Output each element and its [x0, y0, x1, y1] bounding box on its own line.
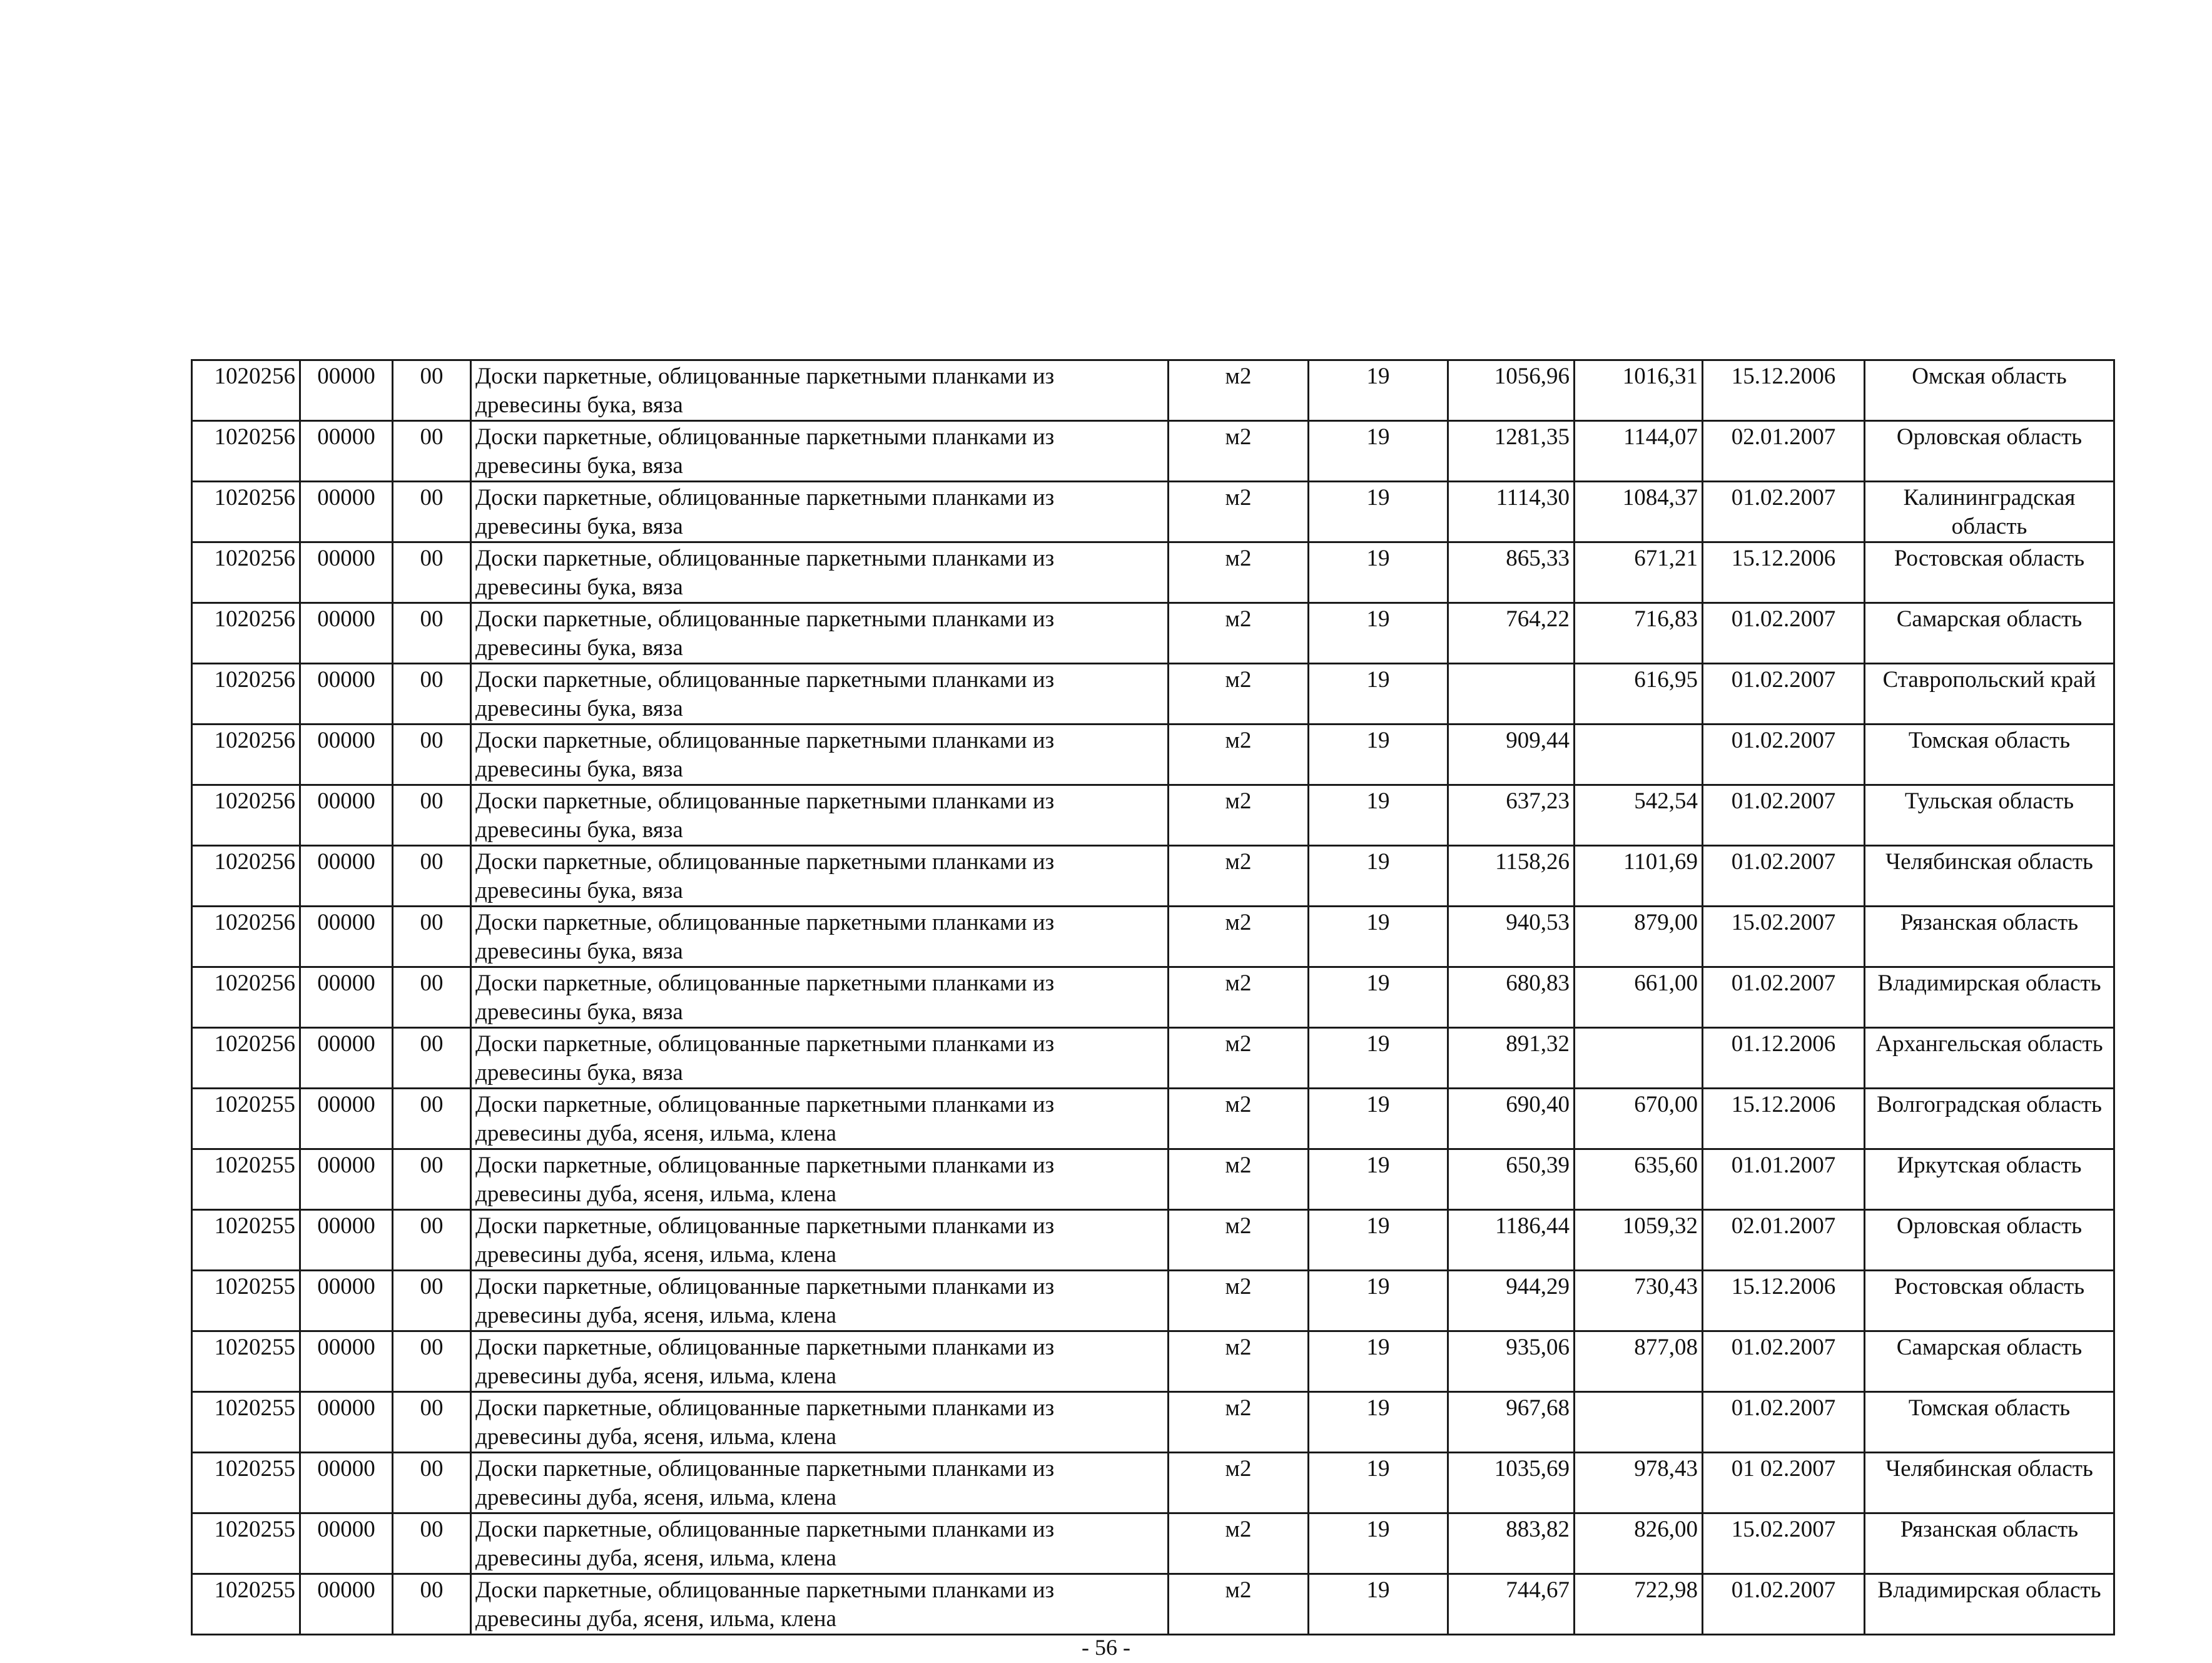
cell-date: 01.02.2007 [1703, 1574, 1865, 1635]
cell-rate: 19 [1309, 967, 1448, 1028]
cell-region: Архангельская область [1865, 1028, 2114, 1089]
cell-region: Волгоградская область [1865, 1089, 2114, 1149]
cell-region: Челябинская область [1865, 1453, 2114, 1513]
cell-subcode: 00000 [300, 1331, 393, 1392]
cell-description: Доски паркетные, облицованные паркетными планками из древесины дуба, ясеня, ильма, клена [471, 1210, 1169, 1271]
cell-subcode: 00000 [300, 1028, 393, 1089]
table-row [192, 725, 2114, 785]
table-row [192, 1331, 2114, 1392]
cell-date: 01.02.2007 [1703, 725, 1865, 785]
cell-extension: 00 [393, 967, 471, 1028]
cell-price-2: 1059,32 [1575, 1210, 1703, 1271]
cell-rate: 19 [1309, 1513, 1448, 1574]
cell-price-2: 826,00 [1575, 1513, 1703, 1574]
cell-unit: м2 [1169, 1392, 1309, 1453]
cell-unit: м2 [1169, 542, 1309, 603]
cell-subcode: 00000 [300, 1513, 393, 1574]
cell-price-2: 877,08 [1575, 1331, 1703, 1392]
cell-code: 1020256 [192, 846, 300, 907]
cell-description: Доски паркетные, облицованные паркетными планками из древесины бука, вяза [471, 603, 1169, 664]
cell-price-2 [1575, 1028, 1703, 1089]
cell-extension: 00 [393, 846, 471, 907]
cell-subcode: 00000 [300, 1089, 393, 1149]
cell-date: 02.01.2007 [1703, 1210, 1865, 1271]
cell-code: 1020256 [192, 725, 300, 785]
cell-price-2: 1016,31 [1575, 360, 1703, 421]
page-number: - 56 - [1082, 1635, 1130, 1660]
cell-unit: м2 [1169, 421, 1309, 482]
cell-price-1: 744,67 [1448, 1574, 1575, 1635]
table-row [192, 846, 2114, 907]
cell-unit: м2 [1169, 482, 1309, 542]
cell-region: Рязанская область [1865, 1513, 2114, 1574]
cell-price-1: 764,22 [1448, 603, 1575, 664]
cell-code: 1020255 [192, 1210, 300, 1271]
cell-price-1: 940,53 [1448, 907, 1575, 967]
cell-region: Владимирская область [1865, 967, 2114, 1028]
cell-price-1: 1114,30 [1448, 482, 1575, 542]
cell-extension: 00 [393, 1331, 471, 1392]
cell-price-1: 891,32 [1448, 1028, 1575, 1089]
cell-unit: м2 [1169, 1453, 1309, 1513]
cell-unit: м2 [1169, 664, 1309, 725]
cell-subcode: 00000 [300, 664, 393, 725]
cell-price-2: 661,00 [1575, 967, 1703, 1028]
cell-unit: м2 [1169, 1331, 1309, 1392]
cell-region: Орловская область [1865, 1210, 2114, 1271]
cell-subcode: 00000 [300, 725, 393, 785]
cell-subcode: 00000 [300, 1210, 393, 1271]
cell-date: 02.01.2007 [1703, 421, 1865, 482]
cell-region: Тульская область [1865, 785, 2114, 846]
cell-description: Доски паркетные, облицованные паркетными планками из древесины бука, вяза [471, 785, 1169, 846]
cell-rate: 19 [1309, 1271, 1448, 1331]
cell-date: 01 02.2007 [1703, 1453, 1865, 1513]
cell-unit: м2 [1169, 1089, 1309, 1149]
cell-code: 1020256 [192, 603, 300, 664]
cell-description: Доски паркетные, облицованные паркетными планками из древесины бука, вяза [471, 1028, 1169, 1089]
cell-date: 01.02.2007 [1703, 664, 1865, 725]
cell-price-1: 690,40 [1448, 1089, 1575, 1149]
cell-subcode: 00000 [300, 1149, 393, 1210]
cell-date: 01.02.2007 [1703, 846, 1865, 907]
table-row [192, 482, 2114, 542]
cell-region: Томская область [1865, 1392, 2114, 1453]
cell-subcode: 00000 [300, 603, 393, 664]
cell-description: Доски паркетные, облицованные паркетными планками из древесины дуба, ясеня, ильма, клена [471, 1089, 1169, 1149]
cell-extension: 00 [393, 421, 471, 482]
cell-region: Омская область [1865, 360, 2114, 421]
cell-date: 15.02.2007 [1703, 907, 1865, 967]
cell-extension: 00 [393, 542, 471, 603]
cell-rate: 19 [1309, 1574, 1448, 1635]
cell-extension: 00 [393, 1210, 471, 1271]
cell-unit: м2 [1169, 907, 1309, 967]
price-table [191, 359, 2115, 1635]
cell-price-2: 671,21 [1575, 542, 1703, 603]
cell-subcode: 00000 [300, 1392, 393, 1453]
cell-subcode: 00000 [300, 1574, 393, 1635]
cell-unit: м2 [1169, 1149, 1309, 1210]
cell-description: Доски паркетные, облицованные паркетными планками из древесины бука, вяза [471, 542, 1169, 603]
cell-rate: 19 [1309, 1028, 1448, 1089]
table-row [192, 1271, 2114, 1331]
cell-code: 1020255 [192, 1574, 300, 1635]
cell-unit: м2 [1169, 603, 1309, 664]
cell-price-2: 722,98 [1575, 1574, 1703, 1635]
cell-rate: 19 [1309, 664, 1448, 725]
cell-unit: м2 [1169, 1210, 1309, 1271]
table-row [192, 1574, 2114, 1635]
cell-code: 1020255 [192, 1331, 300, 1392]
cell-price-2: 978,43 [1575, 1453, 1703, 1513]
cell-price-2: 879,00 [1575, 907, 1703, 967]
table-row [192, 421, 2114, 482]
cell-subcode: 00000 [300, 907, 393, 967]
cell-unit: м2 [1169, 967, 1309, 1028]
cell-rate: 19 [1309, 360, 1448, 421]
cell-rate: 19 [1309, 1089, 1448, 1149]
cell-subcode: 00000 [300, 542, 393, 603]
cell-subcode: 00000 [300, 967, 393, 1028]
cell-price-1: 1281,35 [1448, 421, 1575, 482]
cell-code: 1020255 [192, 1089, 300, 1149]
cell-date: 01.12.2006 [1703, 1028, 1865, 1089]
cell-code: 1020256 [192, 482, 300, 542]
cell-price-1: 1186,44 [1448, 1210, 1575, 1271]
cell-unit: м2 [1169, 785, 1309, 846]
cell-extension: 00 [393, 1392, 471, 1453]
cell-date: 15.12.2006 [1703, 1271, 1865, 1331]
cell-region: Рязанская область [1865, 907, 2114, 967]
cell-date: 15.02.2007 [1703, 1513, 1865, 1574]
cell-region: Иркутская область [1865, 1149, 2114, 1210]
cell-extension: 00 [393, 1089, 471, 1149]
cell-rate: 19 [1309, 725, 1448, 785]
cell-extension: 00 [393, 1453, 471, 1513]
cell-extension: 00 [393, 360, 471, 421]
table-body [192, 360, 2114, 1635]
cell-region: Ростовская область [1865, 542, 2114, 603]
cell-extension: 00 [393, 664, 471, 725]
table-row [192, 360, 2114, 421]
cell-price-1: 865,33 [1448, 542, 1575, 603]
cell-rate: 19 [1309, 1392, 1448, 1453]
table-row [192, 603, 2114, 664]
cell-price-2: 635,60 [1575, 1149, 1703, 1210]
cell-date: 01.02.2007 [1703, 1331, 1865, 1392]
cell-price-2: 1084,37 [1575, 482, 1703, 542]
cell-price-2: 1101,69 [1575, 846, 1703, 907]
cell-code: 1020256 [192, 1028, 300, 1089]
cell-rate: 19 [1309, 1453, 1448, 1513]
cell-description: Доски паркетные, облицованные паркетными планками из древесины бука, вяза [471, 967, 1169, 1028]
cell-description: Доски паркетные, облицованные паркетными планками из древесины бука, вяза [471, 360, 1169, 421]
cell-price-1: 909,44 [1448, 725, 1575, 785]
cell-subcode: 00000 [300, 1271, 393, 1331]
cell-extension: 00 [393, 907, 471, 967]
table-row [192, 785, 2114, 846]
cell-unit: м2 [1169, 1513, 1309, 1574]
cell-description: Доски паркетные, облицованные паркетными планками из древесины дуба, ясеня, ильма, клена [471, 1513, 1169, 1574]
cell-description: Доски паркетные, облицованные паркетными планками из древесины дуба, ясеня, ильма, клена [471, 1331, 1169, 1392]
cell-date: 01.01.2007 [1703, 1149, 1865, 1210]
cell-price-1: 935,06 [1448, 1331, 1575, 1392]
cell-price-2 [1575, 725, 1703, 785]
cell-price-2: 670,00 [1575, 1089, 1703, 1149]
cell-date: 15.12.2006 [1703, 542, 1865, 603]
cell-extension: 00 [393, 1513, 471, 1574]
cell-rate: 19 [1309, 1149, 1448, 1210]
cell-subcode: 00000 [300, 846, 393, 907]
cell-unit: м2 [1169, 725, 1309, 785]
cell-code: 1020256 [192, 967, 300, 1028]
cell-date: 01.02.2007 [1703, 967, 1865, 1028]
cell-price-2: 542,54 [1575, 785, 1703, 846]
cell-rate: 19 [1309, 421, 1448, 482]
cell-region: Самарская область [1865, 1331, 2114, 1392]
cell-subcode: 00000 [300, 421, 393, 482]
cell-rate: 19 [1309, 482, 1448, 542]
table-row [192, 664, 2114, 725]
cell-rate: 19 [1309, 603, 1448, 664]
cell-price-1: 637,23 [1448, 785, 1575, 846]
cell-price-2 [1575, 1392, 1703, 1453]
cell-code: 1020256 [192, 664, 300, 725]
cell-price-1 [1448, 664, 1575, 725]
cell-date: 15.12.2006 [1703, 360, 1865, 421]
cell-rate: 19 [1309, 1331, 1448, 1392]
cell-subcode: 00000 [300, 482, 393, 542]
cell-price-1: 967,68 [1448, 1392, 1575, 1453]
cell-date: 15.12.2006 [1703, 1089, 1865, 1149]
cell-price-2: 1144,07 [1575, 421, 1703, 482]
cell-rate: 19 [1309, 1210, 1448, 1271]
cell-rate: 19 [1309, 785, 1448, 846]
cell-price-1: 650,39 [1448, 1149, 1575, 1210]
table-row [192, 542, 2114, 603]
cell-code: 1020256 [192, 542, 300, 603]
table-row [192, 1089, 2114, 1149]
cell-description: Доски паркетные, облицованные паркетными планками из древесины бука, вяза [471, 421, 1169, 482]
table-row [192, 1149, 2114, 1210]
cell-subcode: 00000 [300, 360, 393, 421]
cell-price-1: 883,82 [1448, 1513, 1575, 1574]
cell-unit: м2 [1169, 1028, 1309, 1089]
cell-extension: 00 [393, 482, 471, 542]
table-row [192, 907, 2114, 967]
cell-description: Доски паркетные, облицованные паркетными планками из древесины дуба, ясеня, ильма, клена [471, 1149, 1169, 1210]
cell-region: Ростовская область [1865, 1271, 2114, 1331]
cell-extension: 00 [393, 1271, 471, 1331]
cell-price-1: 1035,69 [1448, 1453, 1575, 1513]
cell-date: 01.02.2007 [1703, 785, 1865, 846]
cell-region: Калининградская область [1865, 482, 2114, 542]
cell-description: Доски паркетные, облицованные паркетными планками из древесины дуба, ясеня, ильма, клена [471, 1574, 1169, 1635]
cell-description: Доски паркетные, облицованные паркетными планками из древесины бука, вяза [471, 846, 1169, 907]
cell-description: Доски паркетные, облицованные паркетными планками из древесины дуба, ясеня, ильма, клена [471, 1271, 1169, 1331]
cell-code: 1020256 [192, 785, 300, 846]
cell-description: Доски паркетные, облицованные паркетными планками из древесины бука, вяза [471, 907, 1169, 967]
cell-unit: м2 [1169, 1574, 1309, 1635]
cell-rate: 19 [1309, 846, 1448, 907]
cell-price-1: 1056,96 [1448, 360, 1575, 421]
cell-price-2: 616,95 [1575, 664, 1703, 725]
cell-region: Орловская область [1865, 421, 2114, 482]
cell-unit: м2 [1169, 846, 1309, 907]
cell-price-1: 1158,26 [1448, 846, 1575, 907]
cell-code: 1020256 [192, 360, 300, 421]
cell-extension: 00 [393, 1149, 471, 1210]
cell-description: Доски паркетные, облицованные паркетными планками из древесины бука, вяза [471, 664, 1169, 725]
cell-date: 01.02.2007 [1703, 603, 1865, 664]
cell-region: Ставропольский край [1865, 664, 2114, 725]
cell-code: 1020256 [192, 421, 300, 482]
table-row [192, 1028, 2114, 1089]
cell-extension: 00 [393, 1574, 471, 1635]
cell-code: 1020255 [192, 1453, 300, 1513]
cell-description: Доски паркетные, облицованные паркетными планками из древесины бука, вяза [471, 482, 1169, 542]
cell-price-1: 680,83 [1448, 967, 1575, 1028]
cell-subcode: 00000 [300, 1453, 393, 1513]
cell-code: 1020255 [192, 1513, 300, 1574]
cell-date: 01.02.2007 [1703, 1392, 1865, 1453]
cell-extension: 00 [393, 1028, 471, 1089]
cell-rate: 19 [1309, 542, 1448, 603]
cell-unit: м2 [1169, 1271, 1309, 1331]
table-row [192, 1453, 2114, 1513]
table-row [192, 1210, 2114, 1271]
cell-price-2: 730,43 [1575, 1271, 1703, 1331]
table-row [192, 1513, 2114, 1574]
cell-code: 1020255 [192, 1392, 300, 1453]
cell-description: Доски паркетные, облицованные паркетными планками из древесины бука, вяза [471, 725, 1169, 785]
cell-description: Доски паркетные, облицованные паркетными планками из древесины дуба, ясеня, ильма, клена [471, 1392, 1169, 1453]
cell-rate: 19 [1309, 907, 1448, 967]
table-row [192, 967, 2114, 1028]
cell-price-1: 944,29 [1448, 1271, 1575, 1331]
cell-extension: 00 [393, 725, 471, 785]
cell-unit: м2 [1169, 360, 1309, 421]
cell-price-2: 716,83 [1575, 603, 1703, 664]
cell-region: Самарская область [1865, 603, 2114, 664]
cell-region: Челябинская область [1865, 846, 2114, 907]
cell-region: Томская область [1865, 725, 2114, 785]
cell-code: 1020256 [192, 907, 300, 967]
cell-region: Владимирская область [1865, 1574, 2114, 1635]
cell-code: 1020255 [192, 1271, 300, 1331]
cell-date: 01.02.2007 [1703, 482, 1865, 542]
cell-description: Доски паркетные, облицованные паркетными планками из древесины дуба, ясеня, ильма, клена [471, 1453, 1169, 1513]
cell-code: 1020255 [192, 1149, 300, 1210]
table-row [192, 1392, 2114, 1453]
cell-extension: 00 [393, 785, 471, 846]
cell-subcode: 00000 [300, 785, 393, 846]
cell-extension: 00 [393, 603, 471, 664]
